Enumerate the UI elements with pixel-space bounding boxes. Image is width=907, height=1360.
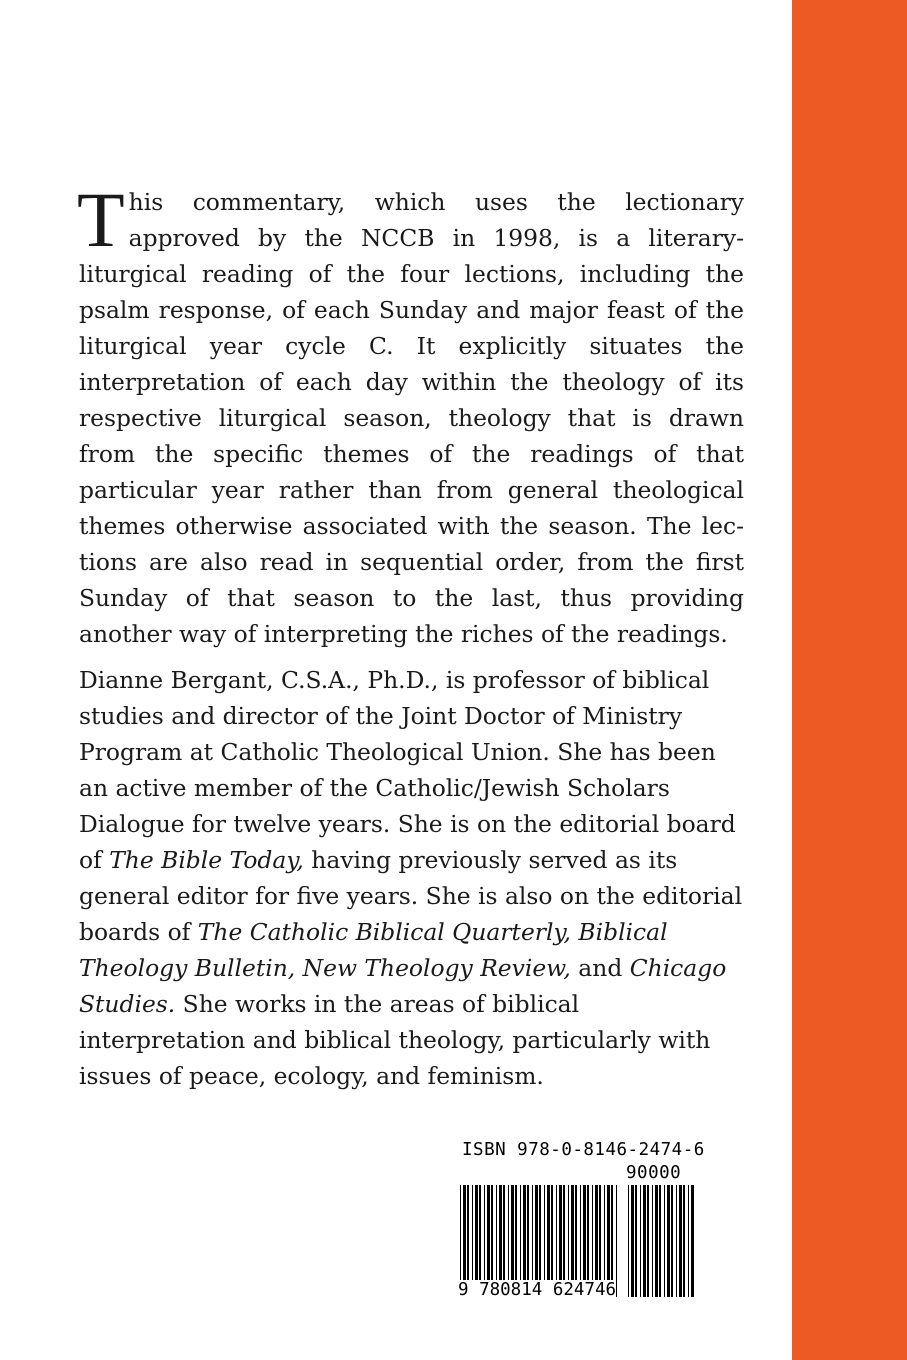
barcode-bar xyxy=(679,1185,682,1297)
barcode-bar xyxy=(671,1185,673,1297)
bio-title-1: The Bible Today, xyxy=(109,846,304,874)
orange-edge-band xyxy=(792,0,907,1360)
cover-text-block xyxy=(77,176,744,1094)
author-bio xyxy=(79,662,744,1094)
barcode-digits: 9 780814 624746 xyxy=(458,1280,617,1300)
barcode-bar xyxy=(688,1185,689,1297)
price-addon-label: 90000 xyxy=(626,1163,682,1183)
barcode-bar xyxy=(652,1185,653,1297)
bio-text-3: and xyxy=(570,954,630,982)
barcode-bar xyxy=(655,1185,658,1297)
barcode-bar xyxy=(643,1185,646,1297)
bio-title-2: The Catholic Biblical Quarterly, Biblical Theology Bulletin, New Theology Review, xyxy=(79,918,668,982)
barcode-bar xyxy=(676,1185,677,1297)
bio-text-2: having previously served as its general editor for five years. She is also on the editorial boards of xyxy=(79,846,743,946)
barcode-bar xyxy=(640,1185,641,1297)
book-description xyxy=(77,176,744,652)
barcode-bar xyxy=(628,1185,629,1297)
barcode-bar xyxy=(647,1185,649,1297)
barcode-bar xyxy=(631,1185,634,1297)
bio-text-4: She works in the areas of biblical interpretation and biblical theology, particularly with issues of peace, ecology, and feminism. xyxy=(79,990,711,1090)
barcode-bar xyxy=(667,1185,670,1297)
addon-barcode-bars xyxy=(626,1185,698,1297)
bio-text-1: Dianne Bergant, C.S.A., Ph.D., is professor of biblical studies and director of the Joint Doctor of Ministry Program at Catholic Theological Union. She has been an active member of the Catholic/Jewish Scholars Dialogue for twelve years. She is on the editorial board of xyxy=(79,666,736,874)
bio-title-3: Chicago Studies. xyxy=(79,954,727,1018)
barcode-bar xyxy=(635,1185,637,1297)
barcode-bar xyxy=(664,1185,665,1297)
isbn-label: ISBN 978-0-8146-2474-6 xyxy=(462,1140,705,1160)
barcode-bar xyxy=(659,1185,661,1297)
barcode-bar xyxy=(691,1185,694,1297)
barcode-bar xyxy=(616,1185,617,1297)
barcode-bar xyxy=(683,1185,685,1297)
drop-cap: T xyxy=(77,176,125,263)
description-text: his commentary, which uses the lectionary approved by the NCCB in 1998, is a literary-liturgical reading of the four lections, including the psalm response, of each Sunday and major feast of the liturgical year cycle C. It explicitly situates the interpretation of each day within the theology of its respective liturgical season, theology that is drawn from the specific themes of the readings of that particular year rather than from general theological themes otherwise associated with the season. The lections are also read in sequential order, from the first Sunday of that season to the last, thus providing another way of interpreting the riches of the readings. xyxy=(79,188,744,648)
